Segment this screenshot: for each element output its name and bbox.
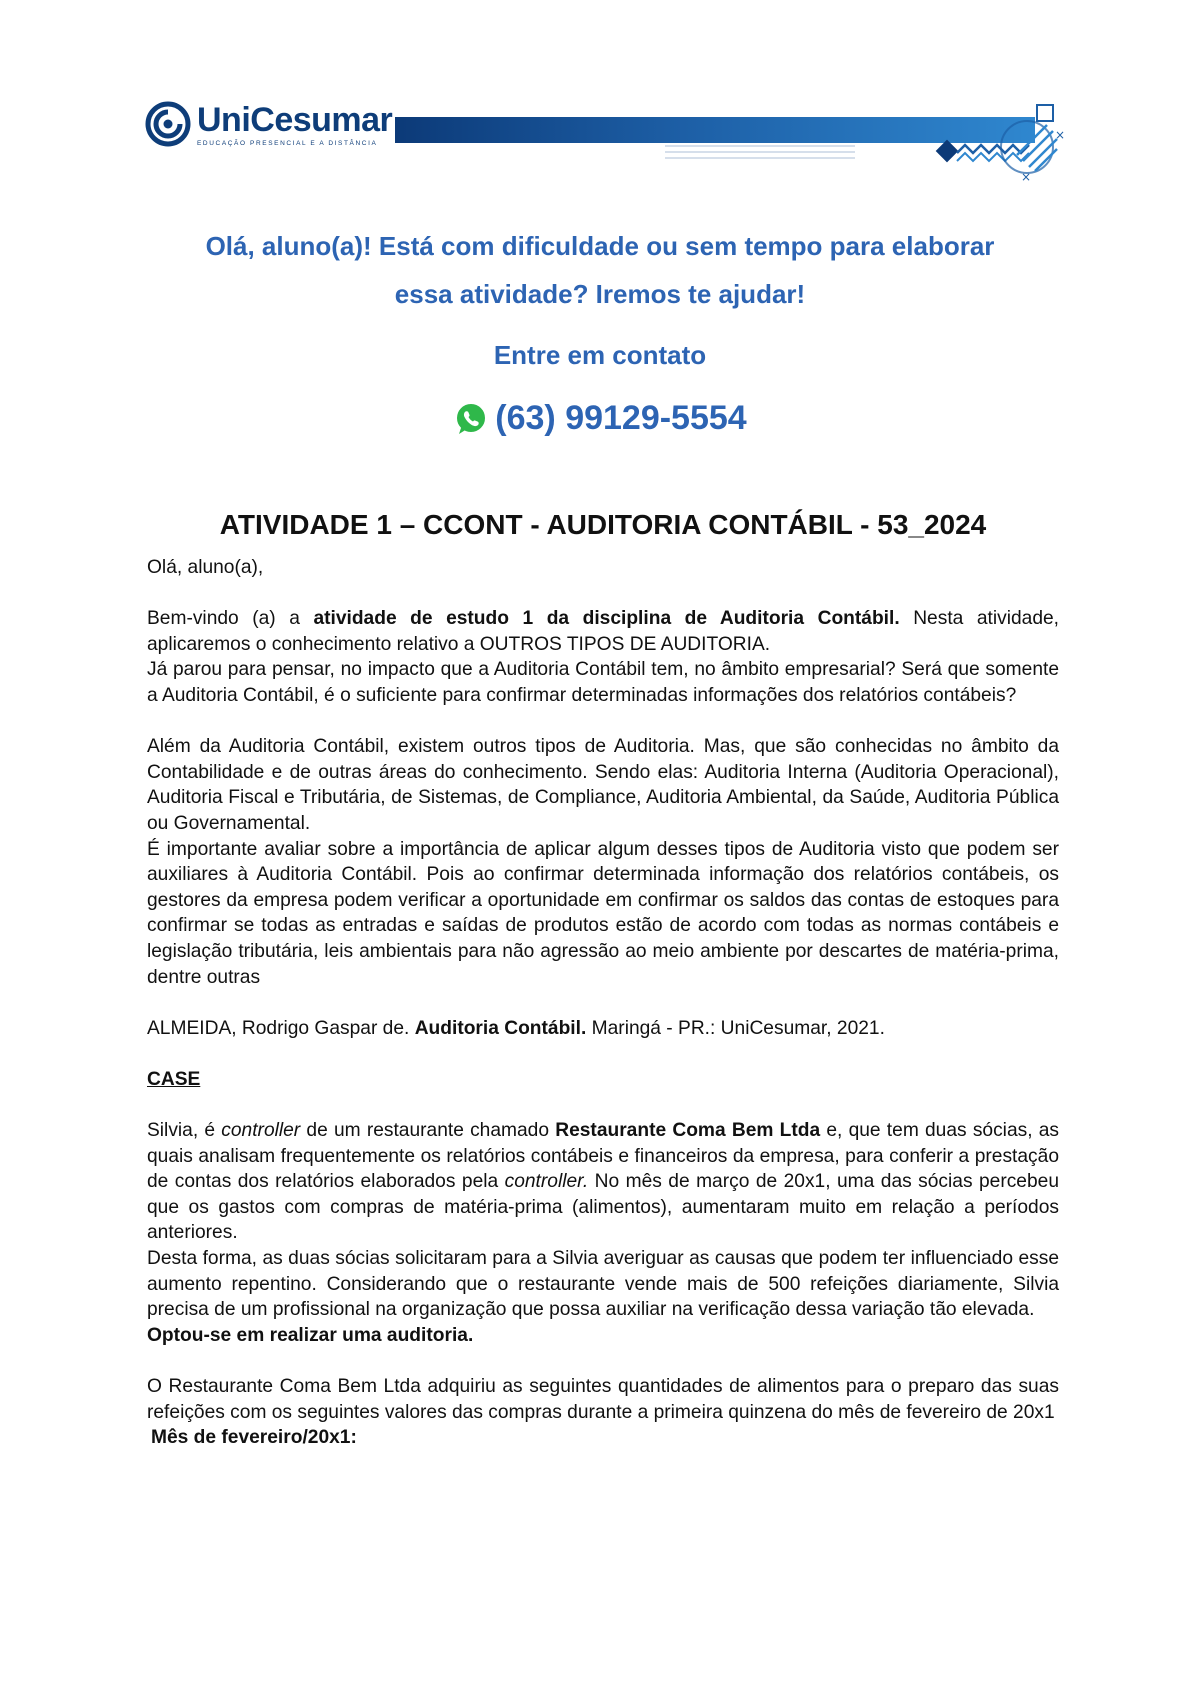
greeting: Olá, aluno(a), — [147, 557, 264, 578]
page-header — [145, 95, 1065, 205]
activity-title: ATIVIDADE 1 – CCONT - AUDITORIA CONTÁBIL - 53_2024 — [219, 509, 987, 540]
case-paragraph-3: Optou-se em realizar uma auditoria. — [147, 1324, 474, 1346]
whatsapp-icon — [453, 401, 489, 437]
phone-number[interactable]: (63) 99129-5554 — [495, 399, 747, 437]
paragraph-question: Já parou para pensar, no impacto que a Auditoria Contábil tem, no âmbito empresarial? Será que somente a Auditoria Contábil, é o suficiente para confirmar determinadas informações dos relatórios contábeis? — [147, 659, 1059, 706]
case-title: CASE — [147, 1068, 201, 1090]
unicesumar-logo — [145, 101, 392, 147]
svg-text:×: × — [1055, 128, 1065, 142]
brand-name: UniCesumar — [197, 101, 393, 139]
reference: ALMEIDA, Rodrigo Gaspar de. Auditoria Contábil. Maringá - PR.: UniCesumar, 2021. — [147, 1017, 885, 1039]
paragraph-audit-types: Além da Auditoria Contábil, existem outros tipos de Auditoria. Mas, que são conhecidas no âmbito da Contabilidade e de outras áreas do conhecimento. Sendo elas: Auditoria Interna (Auditoria Operacional), Auditoria Fiscal e Tributária, de Sistemas, de Compliance, Auditoria Ambiental, da Saúde, Auditoria Pública ou Governamental. — [147, 736, 1059, 834]
header-decoration — [665, 95, 1065, 205]
promo-phone[interactable] — [0, 399, 1200, 438]
promo-block — [0, 222, 1200, 438]
case-paragraph-2: Desta forma, as duas sócias solicitaram para a Silvia averiguar as causas que podem ter influenciado esse aumento repentino. Considerando que o restaurante vende mais de 500 refeições diariamente, Silvia precisa de um profissional na organização que possa auxiliar na verificação dessa variação tão elevada. — [147, 1248, 1059, 1321]
svg-text:×: × — [1021, 170, 1032, 184]
case-paragraph-1: Silvia, é controller de um restaurante chamado Restaurante Coma Bem Ltda e, que tem duas sócias, as quais analisam frequentemente os relatórios contábeis e financeiros da empresa, para conferir a prestação de contas dos relatórios elaborados pela controller. No mês de março de 20x1, uma das sócias percebeu que os gastos com compras de matéria-prima (alimentos), aumentaram muito em relação a períodos anteriores. — [147, 1120, 1060, 1244]
paragraph-intro: Bem-vindo (a) a atividade de estudo 1 da disciplina de Auditoria Contábil. Nesta atividade, aplicaremos o conhecimento relativo a OUTROS TIPOS DE AUDITORIA. — [147, 608, 1059, 655]
promo-line-1: Olá, aluno(a)! Está com dificuldade ou sem tempo para elaborar — [205, 231, 995, 261]
month-label: Mês de fevereiro/20x1: — [151, 1427, 357, 1449]
case-paragraph-4: O Restaurante Coma Bem Ltda adquiriu as seguintes quantidades de alimentos para o preparo das suas refeições com os seguintes valores das compras durante a primeira quinzena do mês de fevereiro de 20x1 — [147, 1376, 1059, 1423]
brand-tagline: EDUCAÇÃO PRESENCIAL E A DISTÂNCIA — [197, 140, 378, 147]
paragraph-importance: É importante avaliar sobre a importância de aplicar algum desses tipos de Auditoria visto que podem ser auxiliares à Auditoria Contábil. Pois ao confirmar determinada informação dos relatórios contábeis, os gestores da empresa podem verificar a oportunidade em confirmar os saldos das contas de estoques para confirmar se todas as entradas e saídas de produtos estão de acordo com todas as normas contábeis e legislação tributária, leis ambientais para não agressão ao meio ambiente por descartes de matéria-prima, dentre outras — [147, 838, 1059, 988]
promo-line-2: essa atividade? Iremos te ajudar! — [394, 279, 806, 309]
promo-contact: Entre em contato — [493, 340, 707, 370]
document-body — [147, 505, 1059, 1451]
unicesumar-logo-icon — [145, 101, 191, 147]
